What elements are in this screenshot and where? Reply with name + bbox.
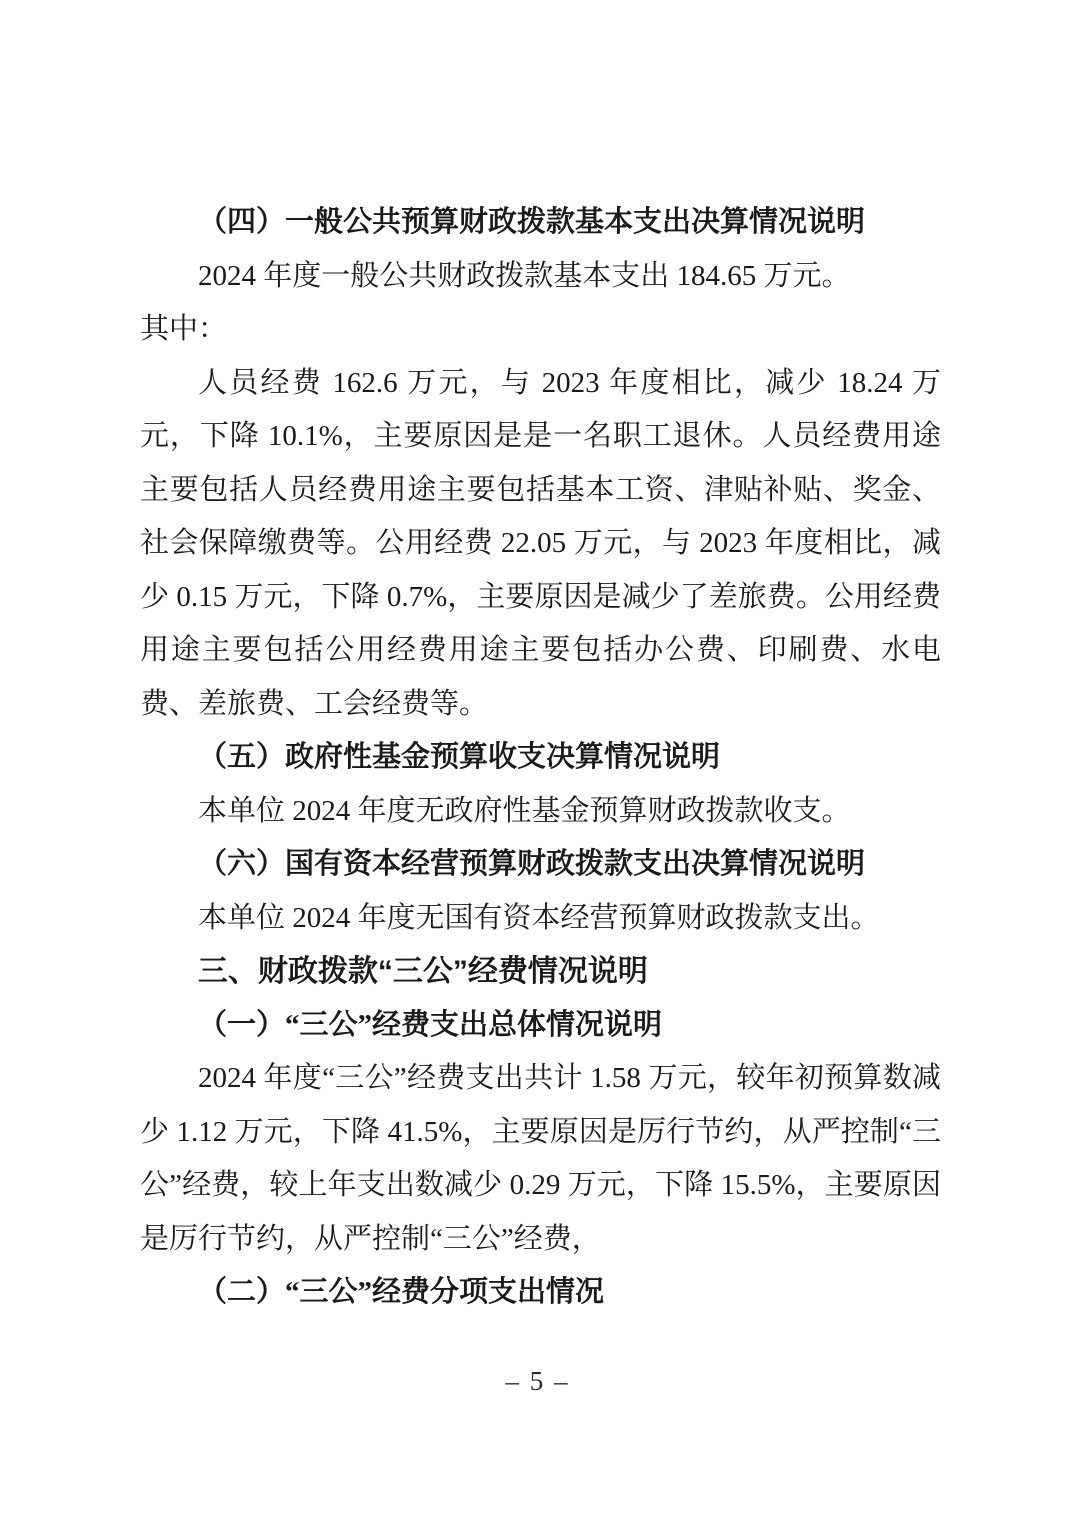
para-three-public-overall: 2024 年度“三公”经费支出共计 1.58 万元，较年初预算数减少 1.12 万元，下降 41.5%，主要原因是厉行节约，从严控制“三公”经费，较上年支出数减少 0.29 万元，下降 15.5%，主要原因是厉行节约，从严控制“三公”经费， xyxy=(140,1062,941,1255)
para-basic-expenditure-total: 2024 年度一般公共财政拨款基本支出 184.65 万元。 xyxy=(198,259,851,292)
heading-subsection-two: （二）“三公”经费分项支出情况 xyxy=(198,1276,605,1308)
heading-part-three: 三、财政拨款“三公”经费情况说明 xyxy=(197,955,648,988)
page-footer xyxy=(0,1366,1075,1397)
heading-section-five: （五）政府性基金预算收支决算情况说明 xyxy=(198,741,721,773)
document-body xyxy=(140,196,941,1320)
para-personnel-and-public-funds: 人员经费 162.6 万元，与 2023 年度相比，减少 18.24 万元，下降 10.1%，主要原因是是一名职工退休。人员经费用途主要包括人员经费用途主要包括基本工资、津贴补贴、奖金、社会保障缴费等。公用经费 22.05 万元，与 2023 年度相比，减少 0.15 万元，下降 0.7%，主要原因是减少了差旅费。公用经费用途主要包括公用经费用途主要包括办公费、印刷费、水电费、差旅费、工会经费等。 xyxy=(140,366,941,720)
page-number: – 5 – xyxy=(505,1366,570,1396)
para-among-which: 其中： xyxy=(140,313,228,345)
para-no-state-capital: 本单位 2024 年度无国有资本经营预算财政拨款支出。 xyxy=(198,901,880,934)
heading-section-six: （六）国有资本经营预算财政拨款支出决算情况说明 xyxy=(198,848,866,880)
para-no-government-fund: 本单位 2024 年度无政府性基金预算财政拨款收支。 xyxy=(198,794,851,827)
heading-section-four: （四）一般公共预算财政拨款基本支出决算情况说明 xyxy=(198,206,866,238)
heading-subsection-one: （一）“三公”经费支出总体情况说明 xyxy=(198,1008,663,1041)
